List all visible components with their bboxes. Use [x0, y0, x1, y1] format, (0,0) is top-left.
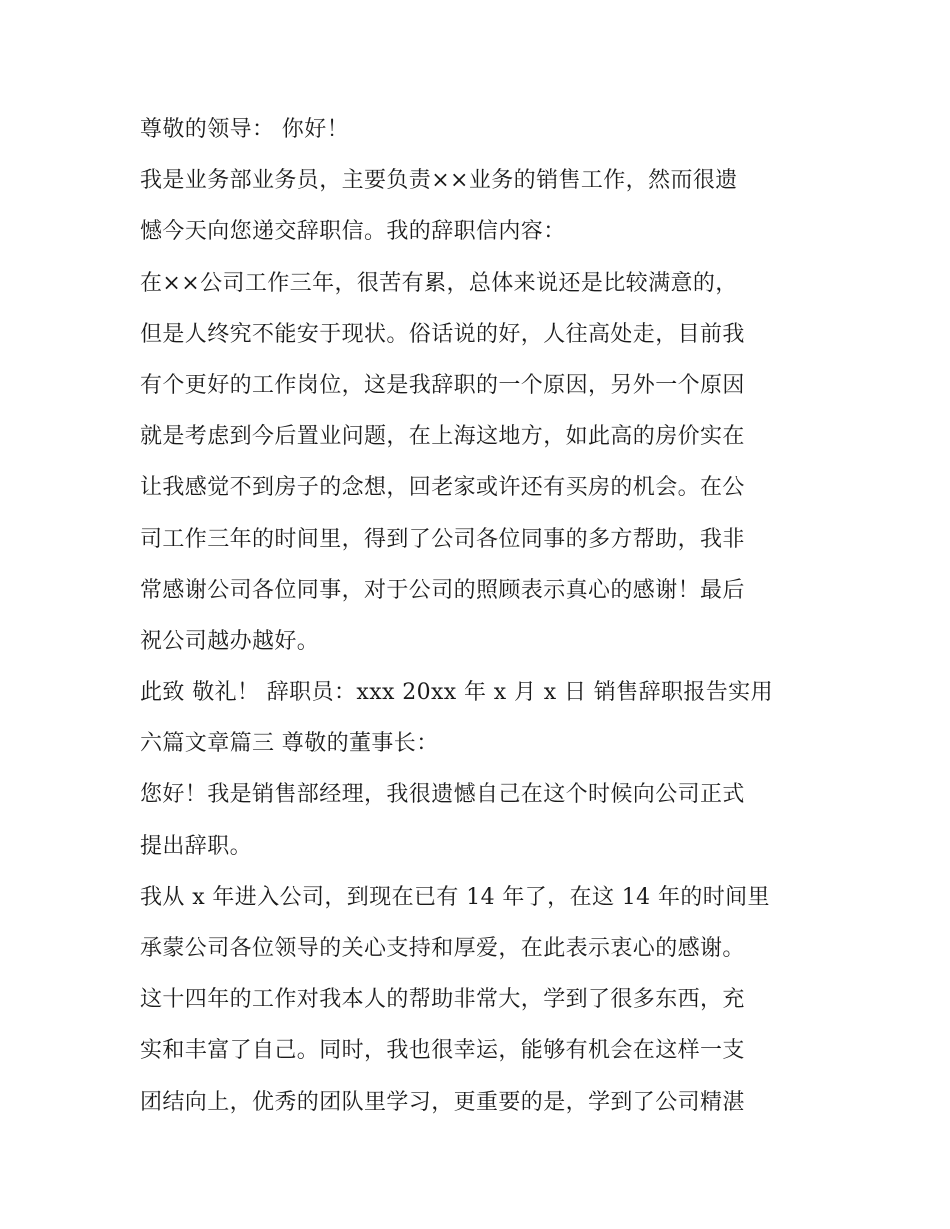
section-heading-line: 六篇文章篇三 尊敬的董事长： [140, 731, 439, 757]
text-line: 我从 x 年进入公司，到现在已有 14 年了，在这 14 年的时间里 [140, 884, 770, 910]
closing-line: 此致 敬礼！ 辞职员：xxx 20xx 年 x 月 x 日 销售辞职报告实用 [140, 680, 773, 706]
text-line: 这十四年的工作对我本人的帮助非常大，学到了很多东西，充 [140, 987, 745, 1013]
text-line: 常感谢公司各位同事，对于公司的照顾表示真心的感谢！最后 [140, 577, 745, 603]
text-line: 承蒙公司各位领导的关心支持和厚爱，在此表示衷心的感谢。 [140, 936, 745, 961]
greeting-line: 尊敬的领导： 你好！ [140, 117, 349, 142]
text-line: 我是业务部业务员，主要负责××业务的销售工作，然而很遗 [140, 168, 738, 194]
text-line: 提出辞职。 [140, 833, 253, 859]
text-line: 就是考虑到今后置业问题，在上海这地方，如此高的房价实在 [140, 424, 745, 450]
text-line: 在××公司工作三年，很苦有累，总体来说还是比较满意的， [140, 270, 738, 296]
text-line: 憾今天向您递交辞职信。我的辞职信内容： [140, 219, 566, 245]
text-line: 让我感觉不到房子的念想，回老家或许还有买房的机会。在公 [140, 475, 745, 501]
text-line: 您好！我是销售部经理，我很遗憾自己在这个时候向公司正式 [140, 782, 745, 808]
text-line: 但是人终究不能安于现状。俗话说的好，人往高处走，目前我 [140, 321, 745, 347]
text-line: 司工作三年的时间里，得到了公司各位同事的多方帮助，我非 [140, 526, 745, 552]
text-line: 团结向上，优秀的团队里学习，更重要的是，学到了公司精湛 [140, 1089, 745, 1115]
text-line: 有个更好的工作岗位，这是我辞职的一个原因，另外一个原因 [140, 372, 745, 398]
text-line: 祝公司越办越好。 [140, 628, 320, 654]
text-line: 实和丰富了自己。同时，我也很幸运，能够有机会在这样一支 [140, 1038, 745, 1064]
document-body [140, 104, 830, 1128]
